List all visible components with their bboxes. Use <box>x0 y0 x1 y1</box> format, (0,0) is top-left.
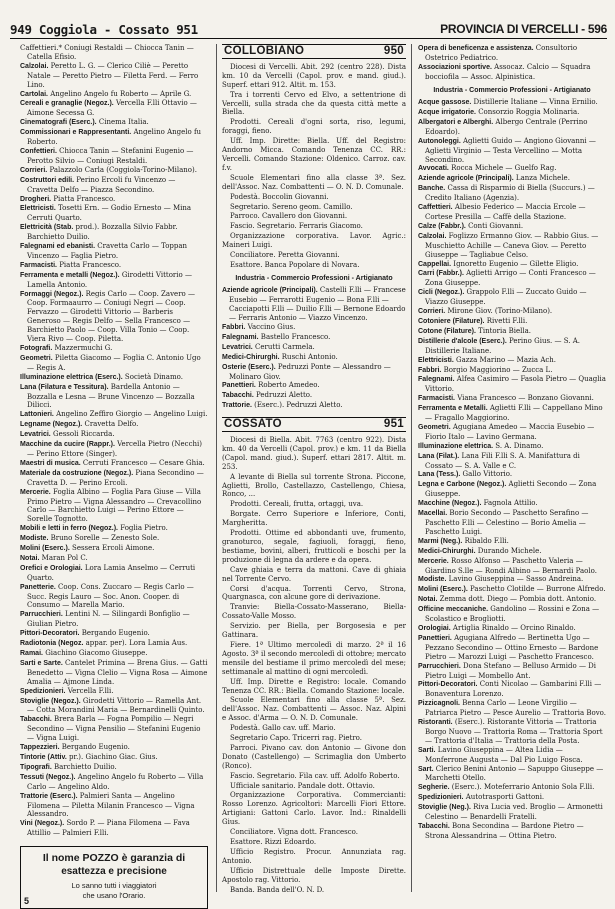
directory-entry: Parrucchieri. Lentini N. — Silingardi Bonfiglio — Giulian Pietro. <box>20 610 190 629</box>
description-paragraph: Organizzazione corporativa. Lavor. Agric.: Maineri Luigi. <box>222 232 406 250</box>
directory-entry: Levatrici. Cerutti Carmela. <box>222 342 315 351</box>
directory-entry: Notai. Maran Pol C. <box>20 553 88 562</box>
directory-entry: Tabacchi. Pedruzzi Aletto. <box>222 391 313 400</box>
directory-entry: Panetterie. Coop. Cons. Zuccaro — Regis Carlo — Succ. Regis Lauro — Soc. Anon. Cooper. di Consumo — Marella Mario. <box>20 582 194 610</box>
directory-entry: Sart. Clerico Benini Antonio — Sapuppo Giuseppe — Marchetti Otello. <box>418 764 604 783</box>
directory-entry: Pittori-Decoratori. Conti Nicolao — Gambarini F.lli — Bonaventura Lorenzo. <box>418 680 602 699</box>
directory-entry: Radiotonia (Negoz. appar. per). Lora Lamia Aus. <box>20 639 188 648</box>
directory-entry: Materiale da costruzione (Negoz.). Piana Secondino — Cravetta D. — Perino Ercoli. <box>20 468 204 487</box>
directory-entry: Distillerie d'alcole (Eserc.). Perino Gius. — S. A. Distillerie Italiane. <box>418 336 580 355</box>
directory-entry: Banche. Cassa di Risparmio di Biella (Succurs.) — Credito Italiano (Agenzia). <box>418 184 595 203</box>
section-heading: Industria - Commercio Professioni - Artigianato <box>433 86 591 94</box>
description-paragraph: Fascio. Segretario. Ferraris Giacomo. <box>230 222 363 231</box>
directory-entry: Pizzicagnoli. Benna Carlo — Leone Virgilio — Patriarca Pietro — Pesce Aurelio — Trattoria Bovo. <box>418 699 606 718</box>
directory-entry: Orefici e Orologiai. Lora Lamia Anselmo — Cerruti Quarto. <box>20 563 196 582</box>
directory-entry: Osterie (Eserc.). Pedruzzi Ponte — Alessandro — Molinaro Giov. <box>222 362 391 381</box>
directory-entry: Falegnami. Bastello Francesco. <box>222 332 331 341</box>
directory-entry: Tabacchi. Bona Secondina — Bardone Pietro — Strona Alessandrina — Ottina Pietro. <box>418 822 584 840</box>
directory-entry: Aziende agricole (Principali). Lanza Michele. <box>418 174 570 183</box>
directory-entry: Tabacchi. Brera Barla — Fogna Pompilio — Negri Secondino — Vigna Pensilio — Stefanini Eugenio — Vigna Luigi. <box>20 715 201 743</box>
directory-entry: Fabbri. Borgio Maggiorino — Zucca L. <box>418 365 553 374</box>
directory-entry: Calzolai. Peretto L. G. — Clerico Ciliè — Peretto Natale — Peretto Pietro — Filetta Ferd. — Ferro Lino. <box>20 61 199 89</box>
directory-entry: Corrieri. Palazzolo Carla (Coggiola-Torino-Milano). <box>20 165 197 174</box>
directory-entry: Geometri. Piletta Giacomo — Foglia C. Antonio Ugo — Regis A. <box>20 353 201 372</box>
description-paragraph: Scuole Elementari fino alla classe 5ª. Sez. dell'Assoc. Naz. Combattenti — Assoc. Naz. Alpini e Assoc. d'Arma — O. N. D. Comunale. <box>222 696 406 723</box>
directory-entry: Caffettieri.* Coniugi Restaldi — Chiocca Tanin — Catella Efisio. <box>20 44 194 61</box>
directory-entry: Macchine (Negoz.). Fagnola Attilio. <box>418 499 538 508</box>
description-paragraph: Segretario Capo. Tricerri rag. Pietro. <box>230 734 362 743</box>
directory-entry: Acque gassose. Distillerie Italiane — Vinna Ernilio. <box>418 98 598 107</box>
description-paragraph: Esattore. Rizzi Edoardo. <box>230 838 317 846</box>
pozzo-advertisement <box>20 846 208 909</box>
town-number: 950 <box>383 45 404 57</box>
directory-entry: Macchine da cucire (Rappr.). Vercella Pietro (Necchi) — Perino Ettore (Singer). <box>20 440 202 458</box>
header-left: 949 Coggiola - Cossato 951 <box>10 21 198 37</box>
description-paragraph: Ufficio Registro. Procur. Annunziata rag. Antonio. <box>222 847 406 865</box>
directory-entry: Tappezzieri. Bergando Eugenio. <box>20 743 130 752</box>
directory-entry: Medici-Chirurghi. Ruschi Antonio. <box>222 352 338 361</box>
directory-entry: Albergatori e Alberghi. Albergo Centrale (Perrino Edoardo). <box>418 117 588 136</box>
description-paragraph: Conciliatore. Peretta Giovanni. <box>230 251 340 260</box>
town-header-collobiano <box>222 44 406 59</box>
directory-entry: Ramai. Giachino Giacomo Giuseppe. <box>20 649 148 657</box>
directory-entry: Calzolai. Foglizzo Ermanno Giov. — Rabbio Gius. — Muschietto Achille — Caneva Giov. — Peretto Giuseppe — Tagliabue Celso. <box>418 231 599 259</box>
directory-entry: Notai. Zemma dott. Diego — Pombia dott. Antonio. <box>418 595 597 604</box>
directory-entry: Legna e Carbone (Negoz.). Aglietti Secondo — Zona Giuseppe. <box>418 480 597 499</box>
directory-entry: Cappellai. Ignoretto Eugenio — Gilette Eligio. <box>418 259 579 268</box>
directory-entry: Formaggi (Negoz.). Regis Carlo — Coop. Zavero — Coop. Formaaurro — Coniugi Negri — Coop. Fervazzo — Girodetti Vittorio — Barberis Generoso — Regis Delfo — Sella Francesco — Barchietto Paolo — Coop. Villa Tonio — Coop. Viera Rivo — Coop. Piletta. <box>20 289 195 344</box>
directory-entry: Aziende agricole (Principali). Castelli F.lli — Francese Eusebio — Ferrarotti Eugenio — Bona F.lli — Cacciapotti F.lli — Duilio F.lli — Bernone Edoardo — Ferraris Antonio — Viazzo Vincenzo. <box>222 286 406 323</box>
description-paragraph: Prodotti. Cereali d'ogni sorta, riso, legumi, foraggi, fieno. <box>222 118 406 136</box>
ad-line-2: esattezza e precisione <box>61 866 167 878</box>
description-paragraph: Fiere. 1ª Ultimo mercoledì di marzo. 2ª il 16 Agosto. 3ª il secondo mercoledì di ottobre; mercato mensile del bestiame il primo mercoledì del mese; settimanale al mattino di ogni mercoledì. <box>222 640 406 676</box>
directory-entry: Molini (Eserc.). Sessera Ercoli Aimone. <box>20 544 155 553</box>
directory-entry: Stoviglie (Negoz.). Girodetti Vittorio — Ramella Ant. — Cotta Morandini Maria — Bernardinelli Quinto. <box>20 696 205 715</box>
directory-entry: Tintorie (Attiv. pr.). Giachino Giac. Gius. <box>20 752 158 761</box>
town-name: COSSATO <box>224 418 282 431</box>
directory-entry: Farmacisti. Viana Francesco — Bonzano Giovanni. <box>418 394 594 403</box>
directory-entry: Modiste. Bruno Sorelle — Zenesto Sole. <box>20 534 160 543</box>
directory-entry: Commissionari e Rappresentanti. Angelino Angelo fu Roberto. <box>20 128 202 147</box>
description-paragraph: Parroci. Pivano cav. don Antonio — Givone don Donato (Castellengo) — Scrimaglia don Umberto (Ronco). <box>222 743 406 770</box>
directory-entry: Lana (Tess.). Gallo Vittorio. <box>418 470 513 479</box>
description-paragraph: Podestà. Gallo cav. uff. Mario. <box>230 724 336 733</box>
directory-entry: Modiste. Lavino Giuseppina — Sasso Andreina. <box>418 575 584 584</box>
directory-entry: Segherie. (Eserc.). Moteferrario Antonio Sola F.lli. <box>418 783 595 792</box>
directory-entry: Costruttori edili. Perino Ercoli fu Vincenzo — Cravetta Delfo — Piazza Secondino. <box>20 175 176 194</box>
description-paragraph: Banda. Banda dell'O. N. D. <box>230 885 325 894</box>
directory-entry: Falegnami ed ebanisti. Cravetta Carlo — Toppan Vincenzo — Faglia Pietro. <box>20 242 188 260</box>
description-paragraph: Tra i torrenti Cervo ed Elvo, a settentrione di Vercelli, sulla strada che da questa città mette a Biella. <box>222 90 406 117</box>
ad-mark: 5 <box>24 896 30 907</box>
description-paragraph: Borgate. Cerro Superiore e Inferiore, Conti, Margheritta. <box>222 510 406 528</box>
directory-entry: Confettieri. Chiocca Tanin — Stefanini Eugenio — Perotto Silvio — Coniugi Restaldi. <box>20 146 194 165</box>
description-paragraph: Diocesi di Vercelli. Abit. 292 (centro 228). Dista km. 10 da Vercelli (Capol. prov. e mand. giud.). Superf. ettari 912. Altit. m. 153. <box>222 62 406 89</box>
directory-entry: Orologiai. Artiglia Rinaldo — Orcino Rinaldo. <box>418 623 576 632</box>
collobiano-description <box>222 63 406 270</box>
ad-line-1: Il nome POZZO è garanzia di <box>42 852 186 865</box>
directory-entry: Cotoniere (Filature). Rivetti F.lli. <box>418 316 528 325</box>
column-1 <box>20 44 208 907</box>
directory-entry: Panettieri. Roberto Amedeo. <box>222 381 320 390</box>
directory-entry: Mobili e letti in ferro (Negoz.). Foglia Pietro. <box>20 524 168 533</box>
directory-entry: Mercerie. Rosso Alfonso — Paschetto Valeria — Giardino S.lle — Rondi Albino — Bernardi Paolo. <box>418 556 597 575</box>
description-paragraph: Uff. Imp. Dirette: Biella. Uff. del Registro: Andorno Micca. Comando Tenenza CC. RR.: Vercelli. Comando Stazione: Oldenico. Carroz. cav. f.v. <box>222 137 406 172</box>
directory-entry: Tessuti (Negoz.). Angelino Angelo fu Roberto — Villa Carlo — Angelino Aldo. <box>20 772 204 791</box>
directory-entry: Stoviglie (Neg.). Riva Lucia ved. Broglio — Armonetti Celestino — Benardelli Fratelli. <box>418 803 603 822</box>
description-paragraph: Cave ghiaia e terra da mattoni. Cave di ghiaia nel Torrente Cervo. <box>222 565 406 583</box>
directory-entry: Mercerie. Foglia Albino — Foglia Para Giuse — Villa Primo Pietro — Vigna Alessandro — Crevacollino Carlo — Barchietto Luigi — Perino Ettore — Sorelle Tognotto. <box>20 487 202 524</box>
description-paragraph: Prodotti. Cereali, frutta, ortaggi, uva. <box>230 500 364 509</box>
directory-entry: Lattonieri. Angelino Zeffiro Giorgio — Angelino Luigi. <box>20 410 208 419</box>
directory-entry: Cereali e granaglie (Negoz.). Vercella F.lli Ottavio — Aimone Secessa G. <box>20 99 197 118</box>
description-paragraph: Ufficiale sanitario. Pandale dott. Ottavio. <box>230 781 375 790</box>
directory-entry: Cinematografi (Eserc.). Cinema Italia. <box>20 118 149 127</box>
town-number: 951 <box>383 418 404 431</box>
directory-entry: Opera di beneficenza e assistenza. Consultorio Ostetrico Pediatrico. <box>418 44 578 62</box>
directory-entry: Vini (Negoz.). Sordo P. — Piana Filomena — Fava Attillio — Palmieri F.lli. <box>20 819 190 838</box>
description-paragraph: Diocesi di Biella. Abit. 7763 (centro 922). Dista km. 40 da Vercelli (Capol. prov.) e km. 11 da Biella (Capol. mand. giud.). Superf. ettari 2817. Altit. m. 253. <box>222 436 406 471</box>
directory-entry: Parrucchieri. Dona Stefano — Belluso Armido — Di Pietro Luigi — Mombello Ant. <box>418 661 597 680</box>
directory-entry: Levatrici. Gessoli Riccarda. <box>20 430 115 439</box>
directory-entry: Associazioni sportive. Assocaz. Calcio — Squadra bocciofila — Assoc. Alpinistica. <box>418 62 591 81</box>
description-paragraph: Parroco. Cavallero don Giovanni. <box>230 212 348 221</box>
section-heading: Industria - Commercio Professioni - Artigianato <box>235 274 393 282</box>
directory-entry: Trattorie (Eserc.). Palmieri Santa — Angelino Filomena — Piletta Milanin Francesco — Vigna Alessandro. <box>20 791 195 819</box>
directory-entry: Elettricisti. Tosetti Ern. — Godio Ernesto — Mina Cerruti Quarto. <box>20 204 192 223</box>
directory-entry: Acque irrigatorie. Consorzio Roggia Molinaria. <box>418 108 580 117</box>
directory-entry: Lana (Filat.). Lana Fili F.lli S. A. Manifattura di Cossato — S. A. Valle e C. <box>418 451 580 470</box>
directory-entry: Trattorie. (Eserc.). Pedruzzi Aletto. <box>222 401 343 410</box>
description-paragraph: Uff. Imp. Dirette e Registro: locale. Comando Tenenza CC. RR.: Biella. Comando Stazione: locale. <box>222 677 406 695</box>
directory-entry: Medici-Chirurghi. Durando Michele. <box>418 546 542 555</box>
collobiano-entries <box>222 286 406 411</box>
column-3-top-entries <box>418 44 606 82</box>
directory-entry: Carri (Fabbr.). Aglietti Arrigo — Conti Francesco — Zona Giuseppe. <box>418 269 596 288</box>
directory-entry: Elettricità (Stab. prod.). Bozzalla Silvio Fabbr. Barchietto Duilio. <box>20 223 178 242</box>
directory-entry: Macellai. Borio Secondo — Paschetto Serafino — Paschetto F.lli — Celestino — Borio Amelia — Paschetto Luigi. <box>418 509 589 536</box>
cossato-description <box>222 436 406 894</box>
header-right: PROVINCIA DI VERCELLI - 596 <box>440 22 607 36</box>
directory-entry: Geometri. Agugiana Amedeo — Maccia Eusebio — Fiorio Italo — Lavino Germana. <box>418 422 595 441</box>
directory-entry: Drogheri. Piatta Francesco. <box>20 194 116 203</box>
directory-entry: Illuminazione elettrica. S. A. Dinamo. <box>418 441 544 450</box>
directory-entry: Farmacisti. Piatta Francesco. <box>20 260 122 269</box>
directory-entry: Fotografi. Mazzermuchi G. <box>20 344 113 352</box>
directory-entry: Pittori-Decoratori. Bergando Eugenio. <box>20 629 150 638</box>
directory-entry: Avvocati. Rocca Michele — Guelfo Rag. <box>418 164 557 173</box>
description-paragraph: Prodotti. Ottime ed abbondanti uve, frumento, granoturco, segale, fagiuoli, foraggi, fieno, bestiame, bovini, alberi, frutticoli e boschi per la produzione di legna da ardere e da opera. <box>222 529 406 564</box>
directory-entry: Molini (Eserc.). Paschetto Clotilde — Burrone Alfredo. <box>418 585 606 594</box>
directory-entry: Maestri di musica. Cerruti Francesco — Cesare Ghia. <box>20 458 205 467</box>
directory-entry: Panettieri. Agugiana Alfredo — Bertinetta Ugo — Pezzano Secondino — Ottino Ernesto — Bardone Pietro — Marozzi Luigi — Paschetto Francesco. <box>418 633 599 661</box>
column-1-entries <box>20 44 208 838</box>
column-2 <box>216 44 412 892</box>
directory-entry: Calze (Fabbr.). Conti Giovanni. <box>418 221 524 230</box>
town-name: COLLOBIANO <box>224 45 305 57</box>
description-paragraph: Esattore. Banca Popolare di Novara. <box>230 260 360 269</box>
column-3 <box>418 44 606 892</box>
directory-entry: Ferramenta e Metalli. Aglietti F.lli — Cappellano Mino — Fragallo Maggiorino. <box>418 404 603 423</box>
directory-entry: Elettricisti. Gazza Marino — Mazia Ach. <box>418 355 557 364</box>
description-paragraph: Corsi d'acqua. Torrenti Cervo, Strona, Quargnasca, con alcune gore di derivazione. <box>222 584 406 602</box>
description-paragraph: Organizzazione Corporativa. Commercianti: Rosso Lorenzo. Agricoltori: Marcelli Fiori Ettore. Artigiani: Gattoni Carlo. Lavor. Ind.: Rinaldelli Gius. <box>222 791 406 827</box>
directory-entry: Lana (Filatura e Tessitura). Bardella Antonio — Bozzalla e Lesna — Brune Vincenzo — Bozzalla Dilicci. <box>20 382 195 410</box>
directory-entry: Caffettieri. Albesio Federico — Maccia Ercole — Cortese Presilla — Caffè della Stazione. <box>418 203 586 221</box>
directory-entry: Spedizionieri. Autotrasporti Gattoni. <box>418 793 545 802</box>
description-paragraph: Scuole Elementari fino alla classe 3ª. Sez. dell'Assoc. Naz. Combattenti — O. N. D. Comunale. <box>222 173 406 191</box>
description-paragraph: Fascio. Segretario. Fila cav. uff. Adolfo Roberto. <box>230 771 400 780</box>
directory-entry: Sarti. Lavino Giuseppina — Altea Lidia — Monferrone Augusta — Dal Pio Luigo Fosca. <box>418 745 583 764</box>
directory-entry: Autonoleggi. Aglietti Guido — Angiono Giovanni — Aglietti Virginio — Testa Vercellino — Motta Secondino. <box>418 136 596 164</box>
directory-entry: Marmi (Neg.). Ribaldo F.lli. <box>418 536 509 545</box>
ad-line-3: Lo sanno tutti i viaggiatori <box>71 881 157 891</box>
directory-entry: Ferramenta e metalli (Negoz.). Girodetti Vittorio — Lamella Antonio. <box>20 270 192 289</box>
directory-entry: Ristoranti. (Eserc.). Ristorante Vittoria — Trattoria Borgo Nuovo — Trattoria Roma — Trattoria Sport — Trattoria d'Italia — Trattoria della Posta. <box>418 718 603 745</box>
directory-entry: Legname (Negoz.). Cravetta Delfo. <box>20 420 139 429</box>
directory-entry: Corrieri. Mirone Giov. (Torino-Milano). <box>418 307 553 316</box>
directory-entry: Cotone (Filature). Tintoria Biella. <box>418 326 532 335</box>
directory-entry: Spedizionieri. Vercella F.lli. <box>20 686 114 695</box>
column-3-entries <box>418 98 606 841</box>
description-paragraph: Conciliatore. Vigna dott. Francesco. <box>230 828 358 837</box>
directory-entry: Fabbri. Vaccino Gius. <box>222 322 296 331</box>
description-paragraph: Servizio. per Biella, per Borgosesia e per Gattinara. <box>222 622 406 640</box>
directory-entry: Falegnami. Alfea Casimiro — Fasola Pietro — Quaglia Vittorio. <box>418 375 606 394</box>
directory-entry: Sarti e Sarte. Cantelet Primina — Brena Gius. — Gatti Benedetto — Vigna Clelio — Vigna Rosa — Aimone Amalia — Ajmone Linda. <box>20 658 208 686</box>
description-paragraph: A levante di Biella sul torrente Strona. Piccone, Aglietti, Brollo, Castellazzo, Castellengo, Chiesa, Ronco, ... <box>222 472 406 499</box>
town-header-cossato <box>222 417 406 432</box>
description-paragraph: Podestà. Boccolin Giovanni. <box>230 192 329 201</box>
ad-line-4: che usano l'Orario. <box>82 891 146 901</box>
description-paragraph: Tranvie: Biella-Cossato-Masserano, Biella-Cossato-Valle Mosso. <box>222 603 406 621</box>
directory-entry: Cartolai. Angelino Angelo fu Roberto — Aprile G. <box>20 89 192 98</box>
description-paragraph: Ufficio Distrettuale delle Imposte Dirette. Apostolo rag. Vittorio. <box>222 866 406 884</box>
directory-entry: Officine meccaniche. Gandolino — Rossini e Zona — Scolastico e Brogliotti. <box>418 605 600 624</box>
directory-entry: Illuminazione elettrica (Eserc.). Società Dinamo. <box>20 372 183 381</box>
directory-entry: Cicli (Negoz.). Grappolo F.lli — Zuccato Guido — Viazzo Giuseppe. <box>418 288 587 307</box>
directory-entry: Tipografi. Barchietto Duilio. <box>20 762 117 771</box>
page-header <box>10 20 607 39</box>
description-paragraph: Segretario. Sereno geom. Camillo. <box>230 202 353 211</box>
